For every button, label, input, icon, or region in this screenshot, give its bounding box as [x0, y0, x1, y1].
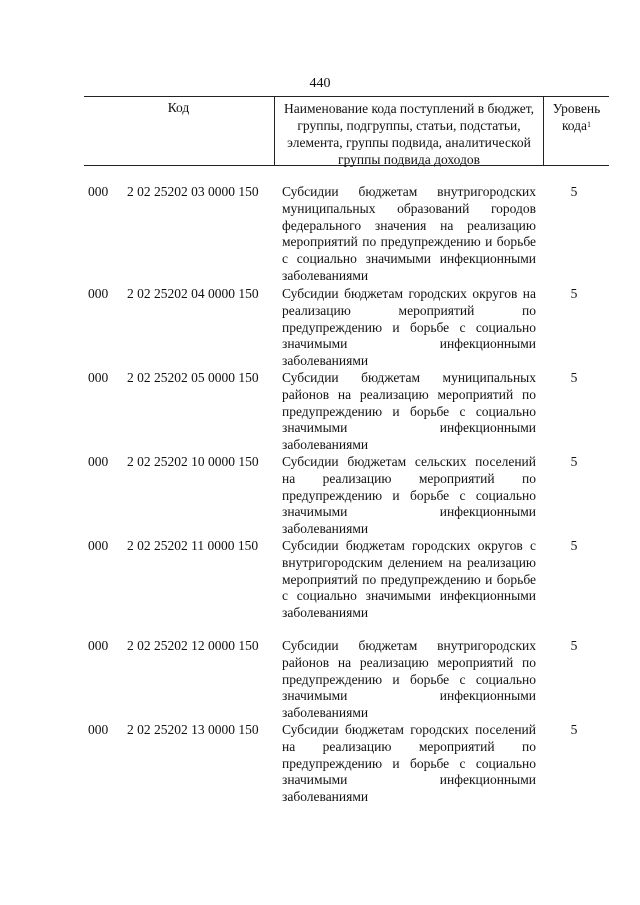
admin-code: 000	[88, 722, 109, 737]
page-number: 440	[309, 76, 331, 91]
revenue-name: Субсидии бюджетам сельских поселений на реализацию мероприятий по предупреждению и борьбе с социально значимыми инфекционными заболеваниями	[282, 454, 536, 537]
code-level: 5	[570, 538, 578, 553]
revenue-code: 2 02 25202 11 0000 150	[127, 538, 259, 553]
admin-code: 000	[88, 286, 109, 301]
code-level: 5	[570, 370, 578, 385]
revenue-code: 2 02 25202 03 0000 150	[127, 184, 259, 199]
admin-code: 000	[88, 454, 109, 469]
revenue-code: 2 02 25202 10 0000 150	[127, 454, 259, 469]
code-level: 5	[570, 638, 578, 653]
revenue-name: Субсидии бюджетам муниципальных районов на реализацию мероприятий по предупреждению и борьбе с социально значимыми инфекционными заболеваниями	[282, 370, 536, 453]
header-level	[544, 100, 609, 134]
admin-code: 000	[88, 638, 109, 653]
revenue-code: 2 02 25202 05 0000 150	[127, 370, 259, 385]
revenue-code: 2 02 25202 04 0000 150	[127, 286, 259, 301]
revenue-name: Субсидии бюджетам городских округов с внутригородским делением на реализацию мероприятий по предупреждению и борьбе с социально значимыми инфекционными заболеваниями	[282, 538, 536, 621]
admin-code: 000	[88, 184, 109, 199]
admin-code: 000	[88, 538, 109, 553]
code-level: 5	[570, 722, 578, 737]
revenue-name: Субсидии бюджетам внутригородских муниципальных образований городов федерального значения на реализацию мероприятий по предупреждению и борьбе с социально значимыми инфекционными заболеваниями	[282, 184, 536, 283]
revenue-name: Субсидии бюджетам внутригородских районов на реализацию мероприятий по предупреждению и борьбе с социально значимыми инфекционными заболеваниями	[282, 638, 536, 721]
revenue-name: Субсидии бюджетам городских округов на реализацию мероприятий по предупреждению и борьбе с социально значимыми инфекционными заболеваниями	[282, 286, 536, 369]
header-level-footnote: 1	[587, 120, 592, 129]
code-level: 5	[570, 286, 578, 301]
revenue-name: Субсидии бюджетам городских поселений на реализацию мероприятий по предупреждению и борьбе с социально значимыми инфекционными заболеваниями	[282, 722, 536, 805]
table-header	[84, 96, 609, 166]
header-level-label: Уровень кода	[552, 101, 601, 133]
header-name: Наименование кода поступлений в бюджет, группы, подгруппы, статьи, подстатьи, элемента, группы подвида, аналитической группы подвида доходов	[283, 101, 534, 167]
revenue-code: 2 02 25202 12 0000 150	[127, 638, 259, 653]
revenue-code: 2 02 25202 13 0000 150	[127, 722, 259, 737]
header-code: Код	[167, 100, 190, 115]
admin-code: 000	[88, 370, 109, 385]
code-level: 5	[570, 184, 578, 199]
code-level: 5	[570, 454, 578, 469]
